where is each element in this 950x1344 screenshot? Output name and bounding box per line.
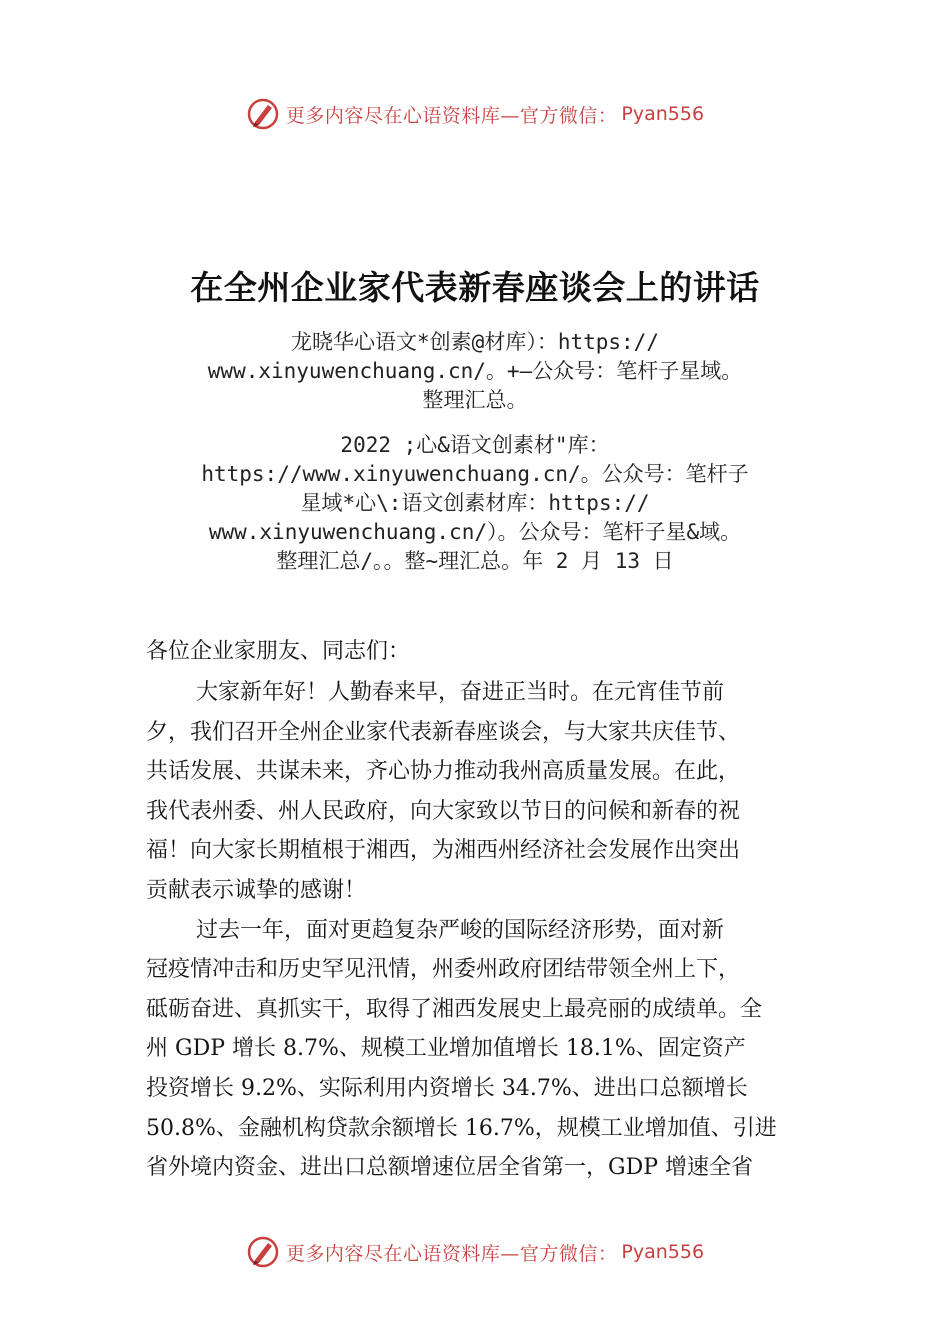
meta-line: https://www.xinyuwenchuang.cn/。公众号：笔杆子 [201,462,749,486]
pen-circle-icon [246,97,280,131]
header-banner [0,94,950,134]
banner-wechat-id: Pyan556 [621,1241,705,1263]
body-line: 州 GDP 增长 8.7%、规模工业增加值增长 18.1%、固定资产 [146,1036,746,1062]
document-title: 在全州企业家代表新春座谈会上的讲话 [190,268,760,307]
banner-text: 更多内容尽在心语资料库—官方微信： [285,1242,618,1265]
meta-line: 整理汇总/。。整~理汇总。年 2 月 13 日 [276,549,674,573]
body-paragraphs [146,673,836,1188]
body-line: 共话发展、共谋未来，齐心协力推动我州高质量发展。在此， [146,759,741,785]
body-line: 投资增长 9.2%、实际利用内资增长 34.7%、进出口总额增长 [146,1075,748,1101]
banner-text: 更多内容尽在心语资料库—官方微信： [285,104,618,127]
footer-banner [0,1232,950,1272]
body-line: 贡献表示诚挚的感谢！ [146,877,367,903]
body-line: 砥砺奋进、真抓实干，取得了湘西发展史上最亮丽的成绩单。全 [146,996,763,1022]
body-line: 大家新年好！人勤春来早，奋进正当时。在元宵佳节前 [196,680,725,705]
meta-line: 龙晓华心语文*创素@材库）：https:// [291,330,659,354]
body-line: 冠疫情冲击和历史罕见汛情，州委州政府团结带领全州上下， [146,957,741,983]
body-line: 过去一年，面对更趋复杂严峻的国际经济形势，面对新 [196,917,725,943]
body-line: 我代表州委、州人民政府，向大家致以节日的问候和新春的祝 [146,798,741,824]
greeting-line: 各位企业家朋友、同志们： [146,639,411,664]
body-line: 夕，我们召开全州企业家代表新春座谈会，与大家共庆佳节、 [146,719,741,745]
banner-wechat-id: Pyan556 [621,103,705,125]
body-line: 省外境内资金、进出口总额增速位居全省第一，GDP 增速全省 [146,1155,754,1181]
body-line: 福！向大家长期植根于湘西，为湘西州经济社会发展作出突出 [146,838,741,864]
greeting [146,632,836,672]
meta-block-1 [120,328,830,415]
meta-line: www.xinyuwenchuang.cn/。+—公众号：笔杆子星域。 [207,359,743,383]
meta-line: 整理汇总。 [422,388,528,412]
body-line: 50.8%、金融机构贷款余额增长 16.7%，规模工业增加值、引进 [146,1115,777,1141]
meta-line: 星域*心\:语文创素材库：https:// [300,491,650,515]
meta-line: 2022 ;心&语文创素材"库： [340,433,610,457]
meta-line: www.xinyuwenchuang.cn/）。公众号：笔杆子星&域。 [208,520,742,544]
pen-circle-icon [246,1235,280,1269]
meta-block-2 [120,431,830,576]
